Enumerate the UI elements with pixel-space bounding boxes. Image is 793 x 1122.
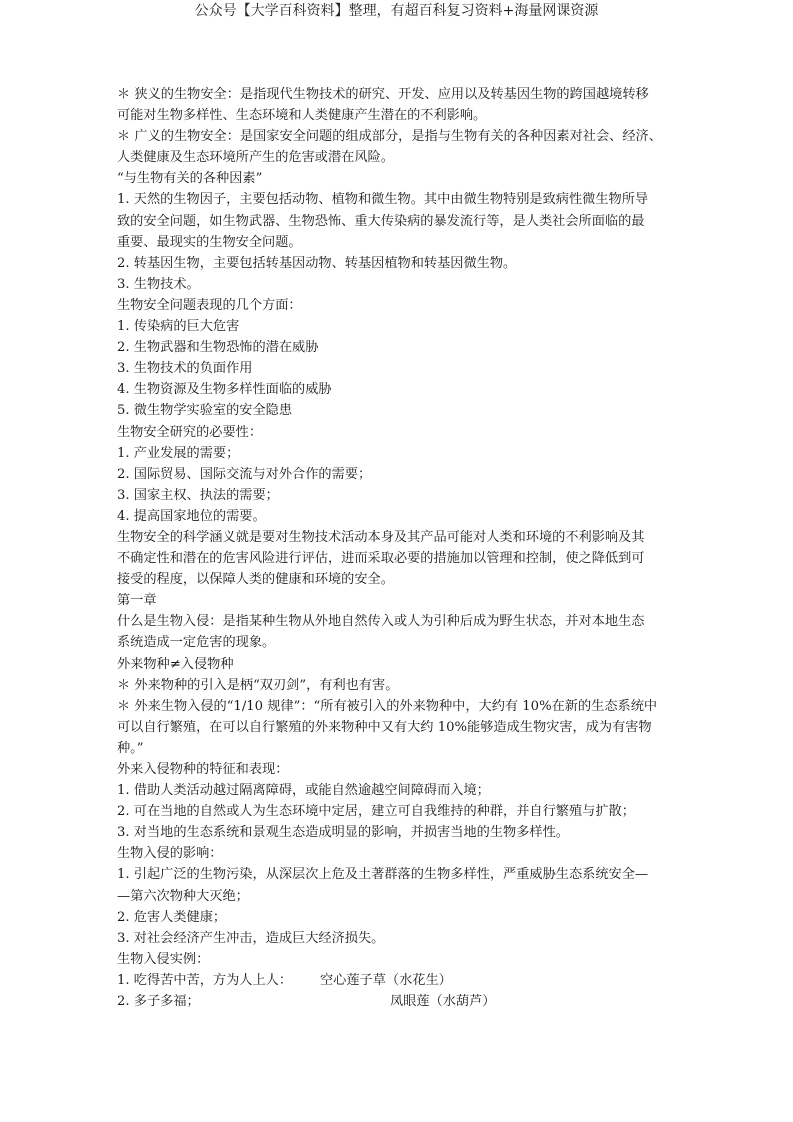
example-label: 1. 吃得苦中苦，方为人上人：	[117, 972, 293, 988]
text-line: 不确定性和潜在的危害风险进行评估，进而采取必要的措施加以管理和控制，使之降低到可	[117, 551, 645, 567]
text-line: 外来入侵物种的特征和表现：	[117, 762, 289, 777]
example-line-1	[117, 970, 687, 991]
text-line: 2. 国际贸易、国际交流与对外合作的需要；	[117, 466, 372, 482]
text-line: 什么是生物入侵：是指某种生物从外地自然传入或人为引种后成为野生状态，并对本地生态	[117, 614, 645, 630]
text-line: 致的安全问题，如生物武器、生物恐怖、重大传染病的暴发流行等，是人类社会所面临的最	[117, 213, 645, 229]
text-line: 2. 生物武器和生物恐怖的潜在威胁	[117, 340, 319, 356]
text-line: —第六次物种大灭绝；	[117, 888, 249, 904]
example-label: 2. 多子多福；	[117, 994, 200, 1010]
document-body	[117, 84, 687, 1012]
page-header: 公众号【大学百科资料】整理，有超百科复习资料+海量网课资源	[194, 3, 599, 19]
text-line: 可能对生物多样性、生态环境和人类健康产生潜在的不利影响。	[117, 108, 487, 124]
text-line: ＊ 外来生物入侵的“1/10 规律”：“所有被引入的外来物种中，大约有 10%在新的生态系统中	[117, 698, 658, 714]
text-line: 3. 对社会经济产生冲击，造成巨大经济损失。	[117, 930, 385, 946]
text-line: 重要、最现实的生物安全问题。	[117, 234, 302, 250]
text-line: 4. 生物资源及生物多样性面临的威胁	[117, 382, 332, 398]
text-line: 2. 可在当地的自然或人为生态环境中定居，建立可自我维持的种群，并自行繁殖与扩散；	[117, 804, 635, 820]
text-line: ＊ 广义的生物安全：是国家安全问题的组成部分，是指与生物有关的各种因素对社会、经济、	[117, 129, 662, 145]
text-line: 5. 微生物学实验室的安全隐患	[117, 403, 293, 419]
text-line: ＊ 外来物种的引入是柄“双刃剑”，有利也有害。	[117, 677, 399, 693]
example-value: 凤眼莲（水葫芦）	[390, 994, 496, 1010]
text-line: 1. 借助人类活动越过隔离障碍，或能自然逾越空间障碍而入境；	[117, 783, 490, 799]
text-line: 第一章	[117, 593, 157, 609]
text-line: 3. 国家主权、执法的需要；	[117, 487, 279, 503]
text-line: 1. 引起广泛的生物污染，从深层次上危及土著群落的生物多样性，严重威胁生态系统安全—	[117, 867, 649, 883]
text-line: “与生物有关的各种因素”	[117, 171, 263, 187]
text-line: 生物安全研究的必要性：	[117, 424, 263, 440]
example-value: 空心莲子草（水花生）	[320, 972, 452, 988]
text-line: 种。”	[117, 740, 144, 756]
text-line: 3. 对当地的生态系统和景观生态造成明显的影响，并损害当地的生物多样性。	[117, 825, 569, 841]
text-line: 2. 危害人类健康；	[117, 909, 227, 925]
text-line: 1. 天然的生物因子，主要包括动物、植物和微生物。其中由微生物特别是致病性微生物所导	[117, 192, 649, 208]
text-line: 1. 传染病的巨大危害	[117, 319, 240, 335]
text-line: 生物入侵实例：	[117, 951, 210, 967]
text-line: 生物入侵的影响：	[117, 846, 223, 862]
text-line: 3. 生物技术。	[117, 276, 200, 292]
text-line: 2. 转基因生物，主要包括转基因动物、转基因植物和转基因微生物。	[117, 255, 517, 271]
text-line: ＊ 狭义的生物安全：是指现代生物技术的研究、开发、应用以及转基因生物的跨国越境转移	[117, 87, 649, 102]
text-line: 外来物种≠入侵物种	[117, 656, 234, 672]
text-line: 1. 产业发展的需要；	[117, 445, 240, 461]
text-line: 可以自行繁殖，在可以自行繁殖的外来物种中又有大约 10%能够造成生物灾害，成为有害物	[117, 719, 652, 735]
text-line: 人类健康及生态环境所产生的危害或潜在风险。	[117, 150, 394, 166]
text-line: 接受的程度，以保障人类的健康和环境的安全。	[117, 572, 394, 588]
text-line: 4. 提高国家地位的需要。	[117, 508, 266, 524]
text-line: 3. 生物技术的负面作用	[117, 361, 253, 377]
text-line: 系统造成一定危害的现象。	[117, 635, 276, 651]
example-line-2	[117, 991, 687, 1012]
text-line: 生物安全的科学涵义就是要对生物技术活动本身及其产品可能对人类和环境的不利影响及其	[117, 529, 645, 545]
text-line: 生物安全问题表现的几个方面：	[117, 297, 302, 313]
